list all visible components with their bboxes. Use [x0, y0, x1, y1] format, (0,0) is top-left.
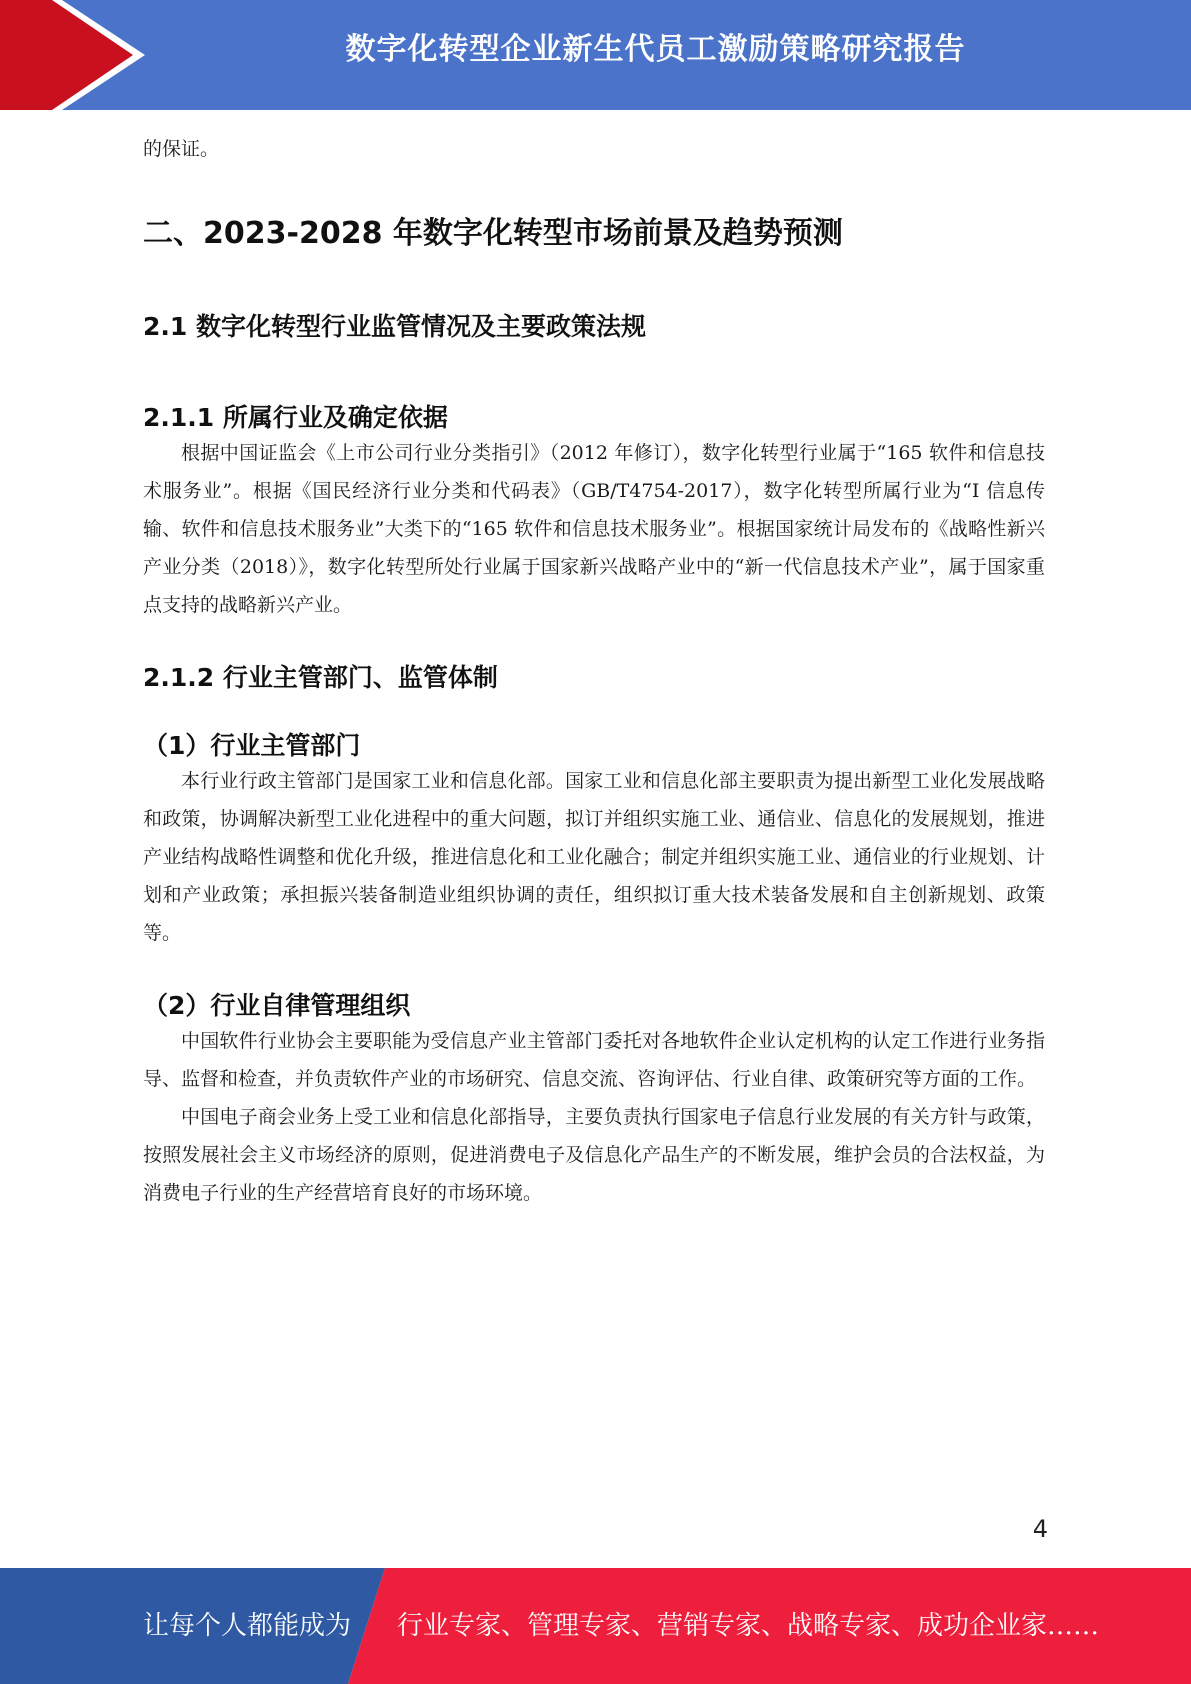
paragraph-electronics-chamber: 中国电子商会业务上受工业和信息化部指导，主要负责执行国家电子信息行业发展的有关方针与政策，按照发展社会主义市场经济的原则，促进消费电子及信息化产品生产的不断发展，维护会员的合法权益，为消费电子行业的生产经营培育良好的市场环境。	[143, 1106, 1045, 1204]
section-heading: 二、2023-2028 年数字化转型市场前景及趋势预测	[143, 216, 843, 251]
report-title: 数字化转型企业新生代员工激励策略研究报告	[345, 32, 966, 67]
page-number: 4	[1032, 1515, 1048, 1543]
document-body	[143, 130, 1045, 1212]
item-heading-1: （1）行业主管部门	[143, 731, 361, 760]
footer-slogan-left: 让每个人都能成为	[143, 1611, 352, 1641]
subsection-heading: 2.1 数字化转型行业监管情况及主要政策法规	[143, 312, 646, 341]
paragraph-industry-basis: 根据中国证监会《上市公司行业分类指引》（2012 年修订），数字化转型行业属于“165 软件和信息技术服务业”。根据《国民经济行业分类和代码表》（GB/T4754-2017），数字化转型所属行业为“I 信息传输、软件和信息技术服务业”大类下的“165 软件和信息技术服务业”。根据国家统计局发布的《战略性新兴产业分类（2018）》，数字化转型所处行业属于国家新兴战略产业中的“新一代信息技术产业”，属于国家重点支持的战略新兴产业。	[143, 442, 1045, 616]
continuation-text: 的保证。	[143, 138, 220, 160]
sub-subsection-heading-1: 2.1.1 所属行业及确定依据	[143, 403, 448, 432]
page-header	[0, 0, 1191, 110]
footer-slogan-right: 行业专家、管理专家、营销专家、战略专家、成功企业家……	[397, 1611, 1100, 1641]
header-chevron-decoration	[0, 0, 160, 110]
page-footer	[0, 1568, 1191, 1684]
paragraph-software-association: 中国软件行业协会主要职能为受信息产业主管部门委托对各地软件企业认定机构的认定工作进行业务指导、监督和检查，并负责软件产业的市场研究、信息交流、咨询评估、行业自律、政策研究等方面的工作。	[143, 1030, 1045, 1090]
sub-subsection-heading-2: 2.1.2 行业主管部门、监管体制	[143, 663, 498, 692]
item-heading-2: （2）行业自律管理组织	[143, 991, 411, 1020]
paragraph-authority: 本行业行政主管部门是国家工业和信息化部。国家工业和信息化部主要职责为提出新型工业化发展战略和政策，协调解决新型工业化进程中的重大问题，拟订并组织实施工业、通信业、信息化的发展规划，推进产业结构战略性调整和优化升级，推进信息化和工业化融合；制定并组织实施工业、通信业的行业规划、计划和产业政策；承担振兴装备制造业组织协调的责任，组织拟订重大技术装备发展和自主创新规划、政策等。	[143, 770, 1045, 944]
